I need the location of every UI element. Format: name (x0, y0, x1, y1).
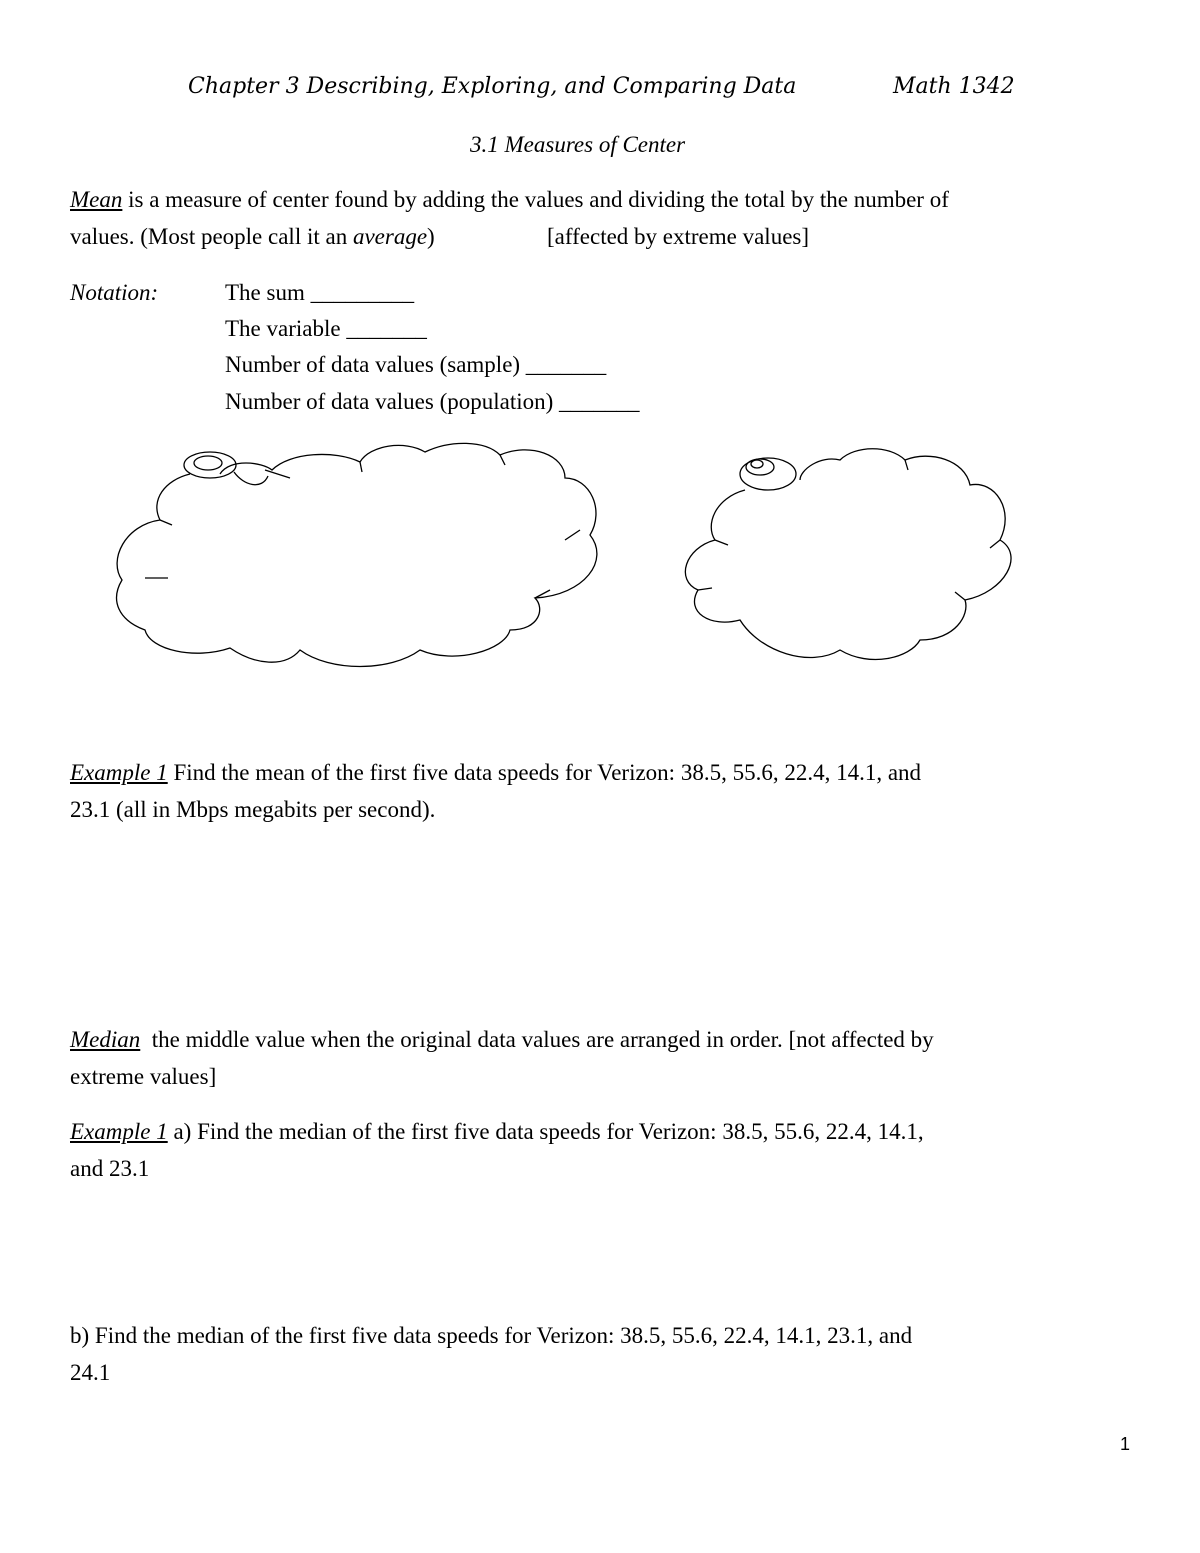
section-title: 3.1 Measures of Center (470, 132, 686, 157)
notation-label: Notation: (70, 280, 159, 305)
course-label: Math 1342 (893, 74, 1015, 99)
mean-definition-text2: values. (Most people call it an (70, 224, 353, 249)
mean-affected-note: [affected by extreme values] (547, 224, 810, 249)
right-cloud-swirl-core (751, 460, 763, 468)
median-definition-text: the middle value when the original data values are arranged in order. [not affected by (140, 1027, 934, 1052)
notation-item-variable: The variable _______ (225, 316, 427, 341)
example-median-label: Example 1 (70, 1119, 168, 1144)
median-definition-line1 (70, 1021, 934, 1058)
notation-item-sample-count: Number of data values (sample) _______ (225, 352, 607, 377)
right-cloud-outline (685, 449, 1011, 660)
notation-item-population-count: Number of data values (population) _______ (225, 389, 640, 414)
example-median-line2: and 23.1 (70, 1156, 150, 1181)
mean-definition-text: is a measure of center found by adding the values and dividing the total by the number of (122, 187, 949, 212)
notation-item-sum: The sum _________ (225, 280, 415, 305)
mean-definition-text3: ) (427, 224, 435, 249)
example-median-line1 (70, 1113, 924, 1150)
example-median-b-line2: 24.1 (70, 1360, 111, 1385)
average-term: average (352, 224, 428, 249)
right-cloud-shape (0, 0, 1200, 720)
example-median-b-line1: b) Find the median of the first five data speeds for Verizon: 38.5, 55.6, 22.4, 14.1, 23.1, and (70, 1323, 913, 1348)
example-mean-line2: 23.1 (all in Mbps megabits per second). (70, 797, 436, 822)
example-mean-text: Find the mean of the first five data speeds for Verizon: 38.5, 55.6, 22.4, 14.1, and (167, 760, 922, 785)
page-number: 1 (1120, 1434, 1131, 1454)
chapter-title: Chapter 3 Describing, Exploring, and Comparing Data (188, 74, 797, 99)
median-definition-line2: extreme values] (70, 1064, 217, 1089)
example-mean-label: Example 1 (70, 760, 168, 785)
example-mean-line1 (70, 754, 921, 791)
median-term: Median (70, 1027, 141, 1052)
example-median-text: a) Find the median of the first five data speeds for Verizon: 38.5, 55.6, 22.4, 14.1, (167, 1119, 924, 1144)
mean-term: Mean (70, 187, 123, 212)
